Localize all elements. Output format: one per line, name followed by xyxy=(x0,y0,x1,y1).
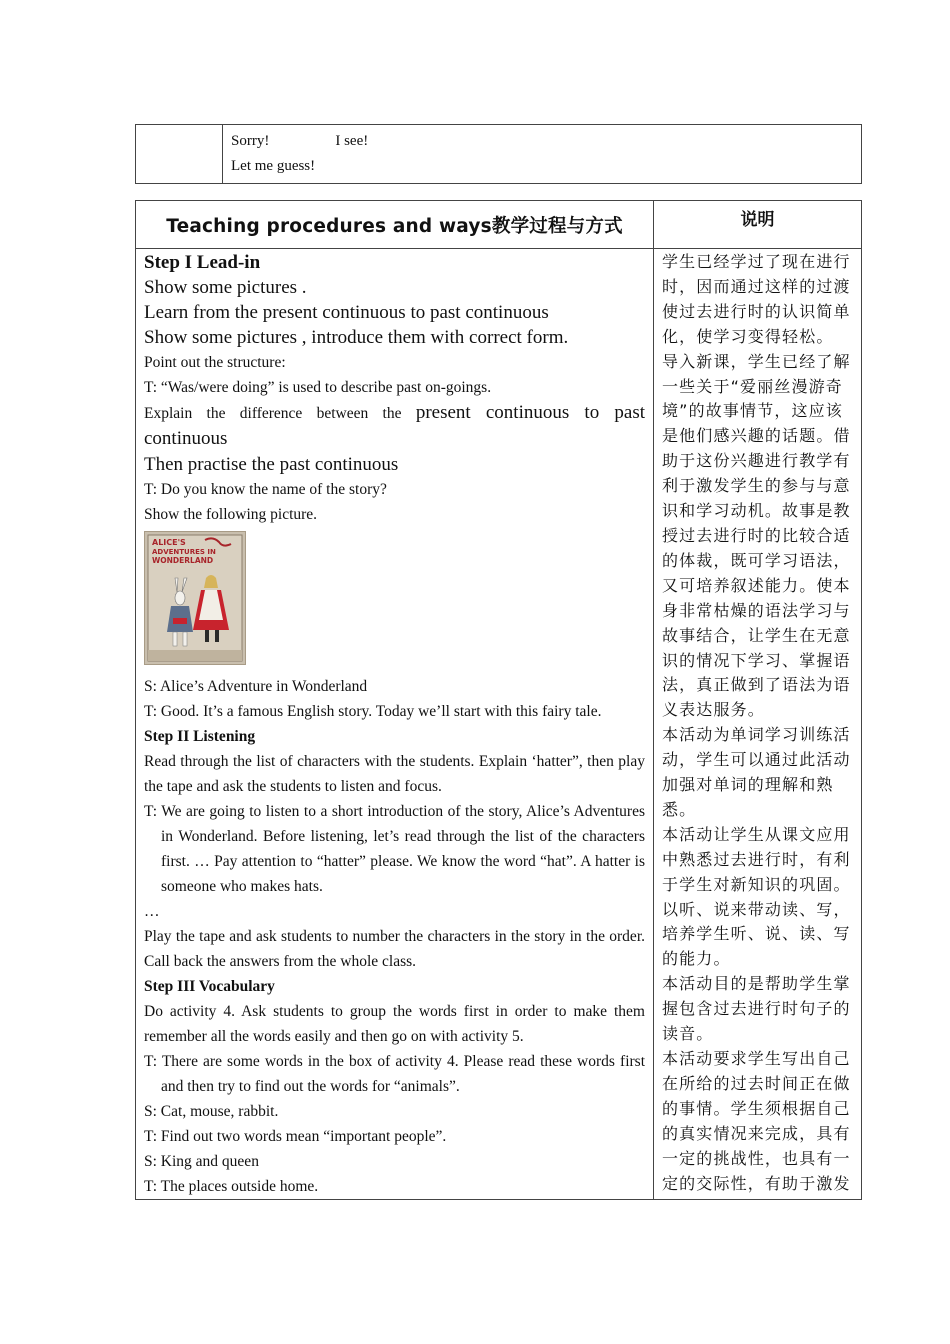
step2-line: … xyxy=(144,903,160,920)
cover-title-line1: ALICE'S xyxy=(152,538,186,547)
top-table-phrases-cell xyxy=(223,125,862,184)
alice-book-cover xyxy=(144,527,645,674)
step2-title: Step II Listening xyxy=(144,728,256,745)
explain-prefix: Explain the difference between the xyxy=(144,405,402,422)
explanation-paragraph: 本活动让学生从课文应用中熟悉过去进行时，有利于学生对新知识的巩固。以听、说来带动读、写，培养学生听、说、读、写的能力。 xyxy=(662,824,851,969)
alice-book-cover-image xyxy=(144,531,246,665)
header-procedures-cn: 教学过程与方式 xyxy=(491,215,623,237)
header-procedures-en: Teaching procedures and ways xyxy=(166,215,492,237)
top-table xyxy=(135,124,862,184)
explanation-paragraph: 本活动要求学生写出自己在所给的过去时间正在做的事情。学生须根据自己的真实情况来完成，具有一定的挑战性，也具有一定的交际性，有助于激发 xyxy=(662,1049,851,1193)
step1-line: S: Alice’s Adventure in Wonderland xyxy=(144,678,368,695)
step1-line xyxy=(144,400,645,452)
lesson-plan-table xyxy=(135,200,862,1200)
explanation-paragraph: 本活动为单词学习训练活动，学生可以通过此活动加强对单词的理解和熟悉。 xyxy=(662,725,851,819)
step1-line: T: Do you know the name of the story? xyxy=(144,481,387,498)
step2-line: Play the tape and ask students to number the characters in the story in the order. Call back the answers from the whole class. xyxy=(144,928,645,970)
phrase-let-me-guess: Let me guess! xyxy=(231,158,316,174)
step3-line: T: Find out two words mean “important people”. xyxy=(144,1128,447,1145)
step1-line: Point out the structure: xyxy=(144,354,286,371)
explanation-cell xyxy=(654,249,862,1200)
step1-line: Learn from the present continuous to past continuous xyxy=(144,302,549,323)
header-explanation: 说明 xyxy=(654,201,862,249)
step3-line: S: King and queen xyxy=(144,1153,259,1170)
header-procedures xyxy=(136,201,654,249)
procedures-cell xyxy=(136,249,654,1200)
step1-line: Show the following picture. xyxy=(144,506,318,523)
explanation-paragraph: 导入新课，学生已经了解一些关于“爱丽丝漫游奇境”的故事情节，这应该是他们感兴趣的话题。借助于这份兴趣进行教学有利于激发学生的参与与意识和学习动机。故事是教授过去进行时的比较合适的体裁，既可学习语法，又可培养叙述能力。使本身非常枯燥的语法学习与故事结合，让学生在无意识的情况下学习、掌握语法，真正做到了语法为语义表达服务。 xyxy=(662,351,851,720)
step3-line: T: The places outside home. xyxy=(144,1178,319,1195)
step3-line: S: Cat, mouse, rabbit. xyxy=(144,1103,279,1120)
explanation-paragraph: 本活动目的是帮助学生掌握包含过去进行时句子的读音。 xyxy=(662,974,851,1044)
step2-line: Read through the list of characters with the students. Explain ‘hatter”, then play the tape and ask the students to listen and focus. xyxy=(144,753,645,795)
step2-line: T: We are going to listen to a short introduction of the story, Alice’s Adventures in Wonderland. Before listening, let’s read through the list of the characters first. … Pay attention to “hatter” please. We know the word “hat”. A hatter is someone who makes hats. xyxy=(144,803,645,895)
step1-line: T: “Was/were doing” is used to describe past on-goings. xyxy=(144,379,492,396)
step1-line: Show some pictures , introduce them with correct form. xyxy=(144,327,569,348)
step1-line: Then practise the past continuous xyxy=(144,454,399,475)
explanation-paragraph: 学生已经学过了现在进行时，因而通过这样的过渡使过去进行时的认识简单化，使学习变得轻松。 xyxy=(662,252,851,346)
step1-title: Step I Lead-in xyxy=(144,252,261,273)
step3-line: Do activity 4. Ask students to group the words first in order to make them remember all the words easily and then go on with activity 5. xyxy=(144,1003,645,1045)
step3-line: T: There are some words in the box of activity 4. Please read these words first and then try to find out the words for “animals”. xyxy=(144,1053,645,1095)
top-table-empty-cell xyxy=(136,125,223,184)
step3-title: Step III Vocabulary xyxy=(144,978,275,995)
phrase-sorry: Sorry! xyxy=(231,133,270,149)
cover-title-line2: ADVENTURES IN xyxy=(152,548,216,556)
explain-suffix: present continuous to past continuous xyxy=(144,402,645,449)
cover-title-line3: WONDERLAND xyxy=(152,556,214,565)
step1-line: Show some pictures . xyxy=(144,277,307,298)
step1-line: T: Good. It’s a famous English story. Today we’ll start with this fairy tale. xyxy=(144,703,602,720)
phrase-i-see: I see! xyxy=(335,133,369,149)
